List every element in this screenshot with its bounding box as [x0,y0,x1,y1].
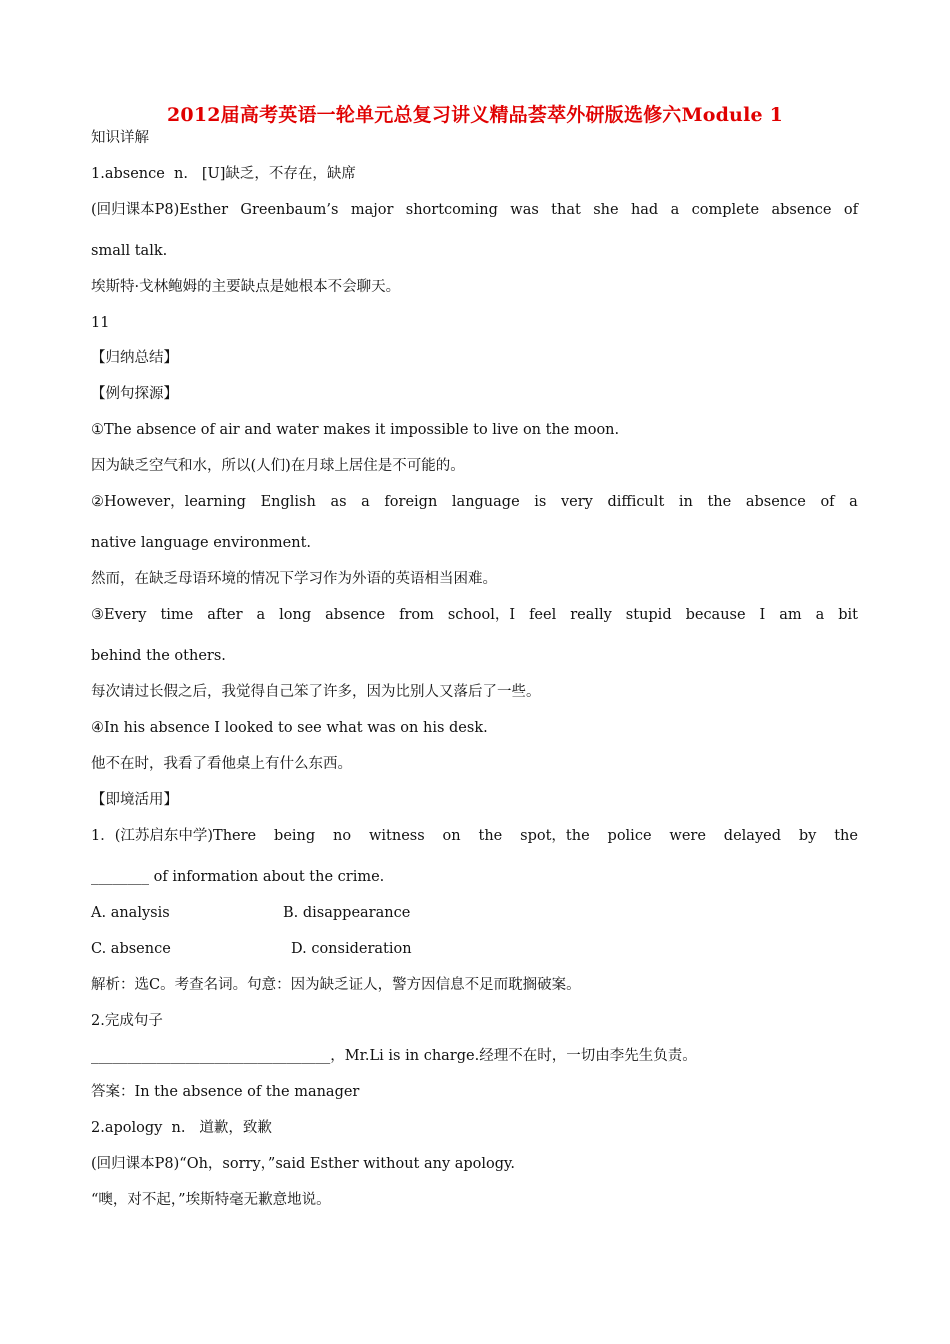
word: spot，the [520,828,590,844]
word: were [669,828,706,844]
word: no [333,828,352,844]
word: from [399,607,434,623]
word: by [798,828,817,844]
word: 1．(江苏启东中学)There [91,828,257,844]
word: stupid [625,607,672,623]
example-1-translation: 因为缺乏空气和水，所以(人们)在月球上居住是不可能的。 [91,458,465,474]
word: shortcoming [405,202,498,218]
example-2-line1 [91,492,858,512]
example-2-translation: 然而，在缺乏母语环境的情况下学习作为外语的英语相当困难。 [91,571,497,587]
question-1-option-b: B. disappearance [283,905,411,921]
word: of [820,494,835,510]
textbook-sentence-line2: small talk. [91,243,168,259]
textbook-sentence-line1 [91,200,858,220]
question-1-line2: ________ of information about the crime. [91,869,385,885]
word: being [274,828,316,844]
question-2-answer: 答案：In the absence of the manager [91,1084,360,1100]
word: ③Every [91,607,147,623]
word: time [160,607,194,623]
word: the [478,828,503,844]
example-heading: 【例句探源】 [91,386,178,402]
word-entry-apology: 2.apology n. 道歉，致歉 [91,1120,272,1136]
word: major [350,202,394,218]
question-1-option-a: A. analysis [91,905,170,921]
word: bit [838,607,858,623]
word: in [678,494,693,510]
question-1-line1 [91,826,858,846]
apology-textbook-translation: “噢，对不起，”埃斯特毫无歉意地说。 [91,1192,331,1208]
word: that [551,202,581,218]
word: on [442,828,461,844]
word: because [685,607,746,623]
word: as [330,494,347,510]
word-entry-absence: 1.absence n. [U]缺乏，不存在，缺席 [91,166,356,182]
word: a [815,607,825,623]
word: a [256,607,266,623]
word: complete [691,202,760,218]
textbook-translation: 埃斯特·戈林鲍姆的主要缺点是她根本不会聊天。 [91,279,401,295]
word: I [759,607,766,623]
word: police [607,828,652,844]
apology-textbook-sentence: (回归课本P8)“Oh，sorry，”said Esther without any apology. [91,1156,515,1172]
word: she [593,202,619,218]
word: long [279,607,312,623]
word: the [834,828,858,844]
word: difficult [607,494,665,510]
section-heading: 知识详解 [91,130,149,146]
word: foreign [384,494,438,510]
practice-heading: 【即境活用】 [91,792,178,808]
word: a [849,494,858,510]
word: was [510,202,539,218]
word: of [843,202,858,218]
question-1-analysis: 解析：选C。考查名词。句意：因为缺乏证人，警方因信息不足而耽搁破案。 [91,977,581,993]
word: school，I [447,607,516,623]
word: feel [529,607,557,623]
word: a [361,494,370,510]
word: absence [745,494,806,510]
word: am [779,607,802,623]
document-title: 2012届高考英语一轮单元总复习讲义精品荟萃外研版选修六Module 1 [166,104,784,126]
summary-heading: 【归纳总结】 [91,350,178,366]
example-4: ④In his absence I looked to see what was on his desk. [91,720,488,736]
word: delayed [723,828,781,844]
word: witness [368,828,425,844]
word: a [670,202,680,218]
example-3-line2: behind the others. [91,648,226,664]
question-1-option-c: C. absence [91,941,171,957]
example-3-line1 [91,605,858,625]
word: is [534,494,547,510]
word: the [707,494,732,510]
question-2-sentence: _________________________________，Mr.Li is in charge.经理不在时，一切由李先生负责。 [91,1048,697,1064]
word: ②However，learning [91,494,246,510]
word: really [570,607,612,623]
example-3-translation: 每次请过长假之后，我觉得自己笨了许多，因为比别人又落后了一些。 [91,684,541,700]
example-1: ①The absence of air and water makes it impossible to live on the moon. [91,422,620,438]
word: had [630,202,659,218]
question-1-option-d: D. consideration [291,941,412,957]
word: absence [771,202,832,218]
word: language [451,494,520,510]
example-4-translation: 他不在时，我看了看他桌上有什么东西。 [91,756,352,772]
word: very [560,494,593,510]
word: (回归课本P8)Esther [91,202,228,218]
question-2-heading: 2.完成句子 [91,1013,163,1029]
word: Greenbaum’s [240,202,339,218]
word: English [260,494,316,510]
word: after [207,607,243,623]
word: absence [325,607,386,623]
number-line: 11 [91,315,110,331]
example-2-line2: native language environment. [91,535,312,551]
